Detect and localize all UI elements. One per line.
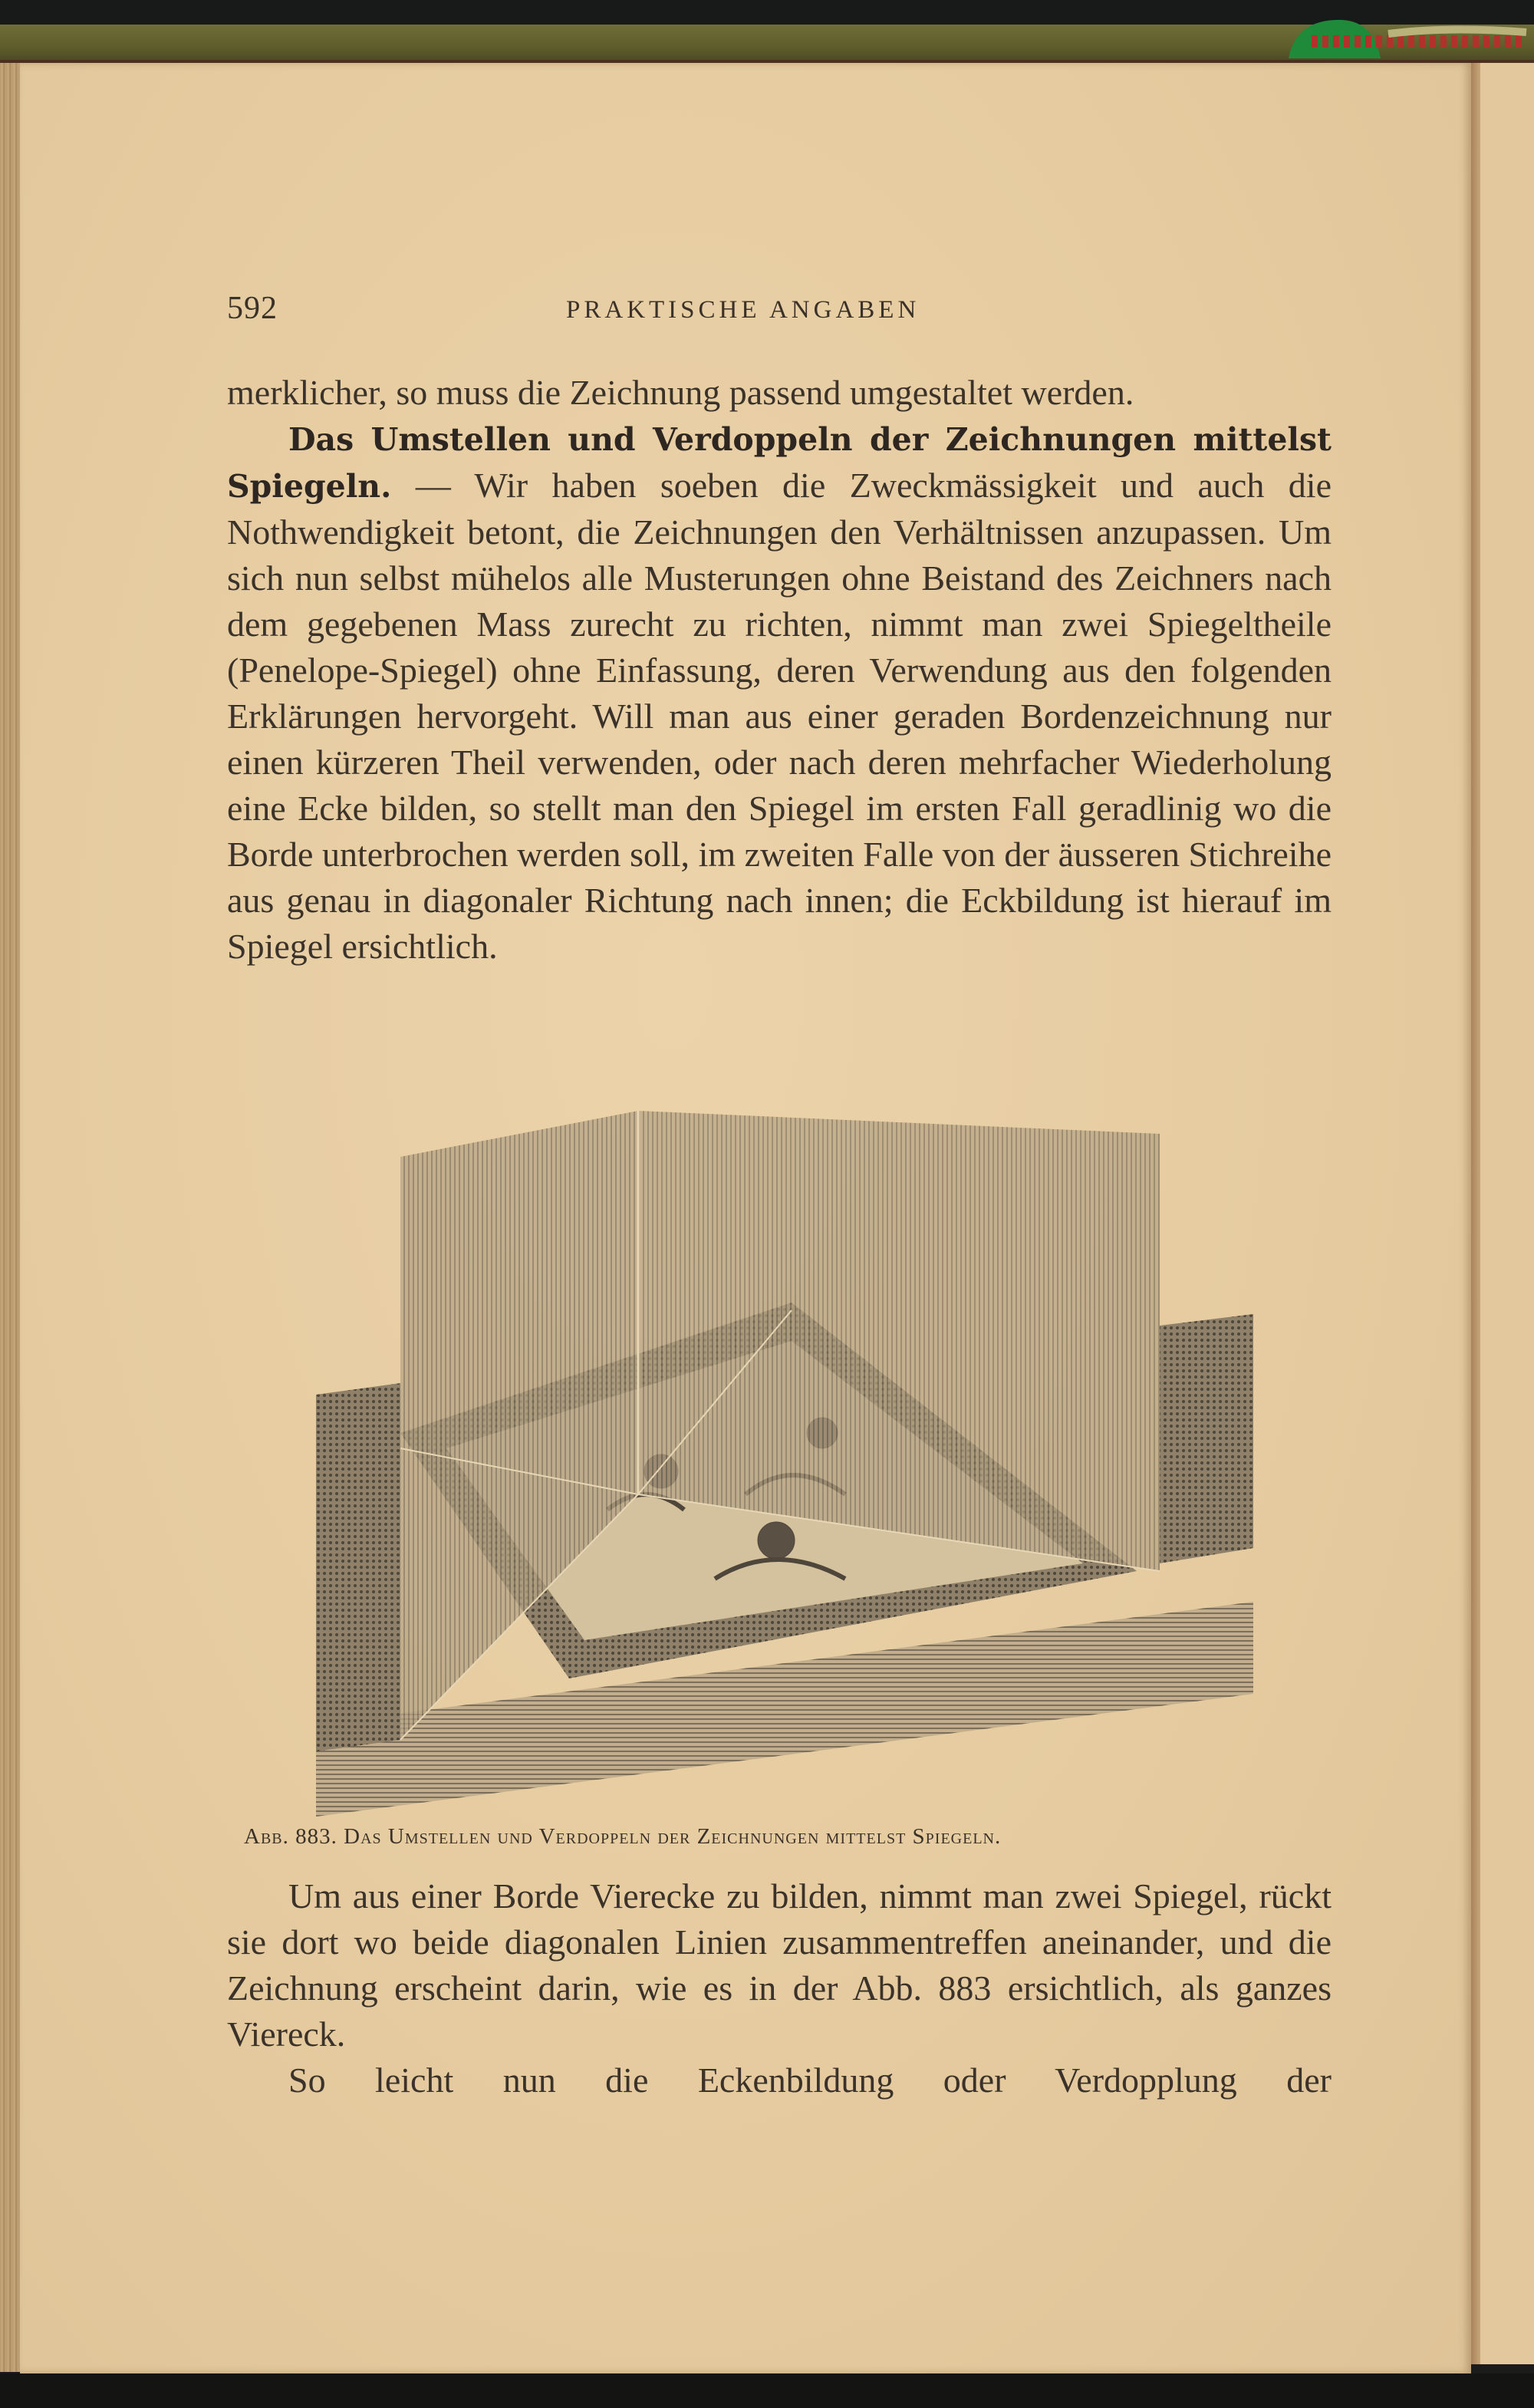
paragraph-1: merklicher, so muss die Zeichnung passend umgestaltet werden. xyxy=(227,373,1134,412)
mirror-right xyxy=(638,1111,1160,1571)
paragraph-2-text: — Wir haben soeben die Zweckmässigkeit und auch die Nothwendigkeit betont, die Zeichnungen den Verhältnissen anzupassen. Um sich nun selbst mühelos alle Musterungen ohne Beistand des Zeichners nach dem gegebenen Mass zurecht zu richten, nimmt man zwei Spiegeltheile (Penelope-Spiegel) ohne Einfassung, deren Verwendung aus den folgenden Erklärungen hervorgeht. Will man aus einer geraden Bordenzeichnung nur einen kürzeren Theil verwenden, oder nach deren mehrfacher Wiederholung eine Ecke bilden, so stellt man den Spiegel im ersten Fall geradlinig wo die Borde unterbrochen werden soll, im zweiten Falle von der äusseren Stichreihe aus genau in diagonaler Richtung nach innen; die Eckbildung ist hierauf im Spiegel ersichtlich. xyxy=(227,466,1332,966)
running-head-title: PRAKTISCHE ANGABEN xyxy=(566,296,920,324)
figure-caption: Abb. 883. Das Umstellen und Verdoppeln der Zeichnungen mittelst Spiegeln. xyxy=(244,1824,1002,1849)
ribbon-bookmark-icon xyxy=(1281,11,1534,64)
section-heading: Das Umstellen und Verdoppeln der Zeichnungen mittelst Spiegeln. xyxy=(227,421,1332,505)
next-page-edge xyxy=(1480,63,1534,2364)
figure-illustration xyxy=(316,1111,1253,1817)
mirror-engraving xyxy=(316,1111,1253,1817)
body-text-top xyxy=(227,370,1332,970)
border-right-strip xyxy=(1160,1314,1253,1563)
scan-background-bottom xyxy=(0,2373,1534,2408)
border-left-strip xyxy=(316,1383,400,1751)
page-number: 592 xyxy=(227,291,278,326)
running-header xyxy=(227,290,1332,336)
page-stack-edge xyxy=(0,63,21,2372)
paragraph-4: So leicht nun die Eckenbildung oder Verdopplung der xyxy=(288,2060,1332,2100)
paragraph-3: Um aus einer Borde Vierecke zu bilden, nimmt man zwei Spiegel, rückt sie dort wo beide diagonalen Linien zusammentreffen aneinander, und die Zeichnung erscheint darin, wie es in der Abb. 883 ersichtlich, als ganzes Viereck. xyxy=(227,1876,1332,2054)
body-text-bottom xyxy=(227,1873,1332,2103)
paragraph-2 xyxy=(227,416,1332,970)
page-gutter xyxy=(1471,63,1480,2364)
